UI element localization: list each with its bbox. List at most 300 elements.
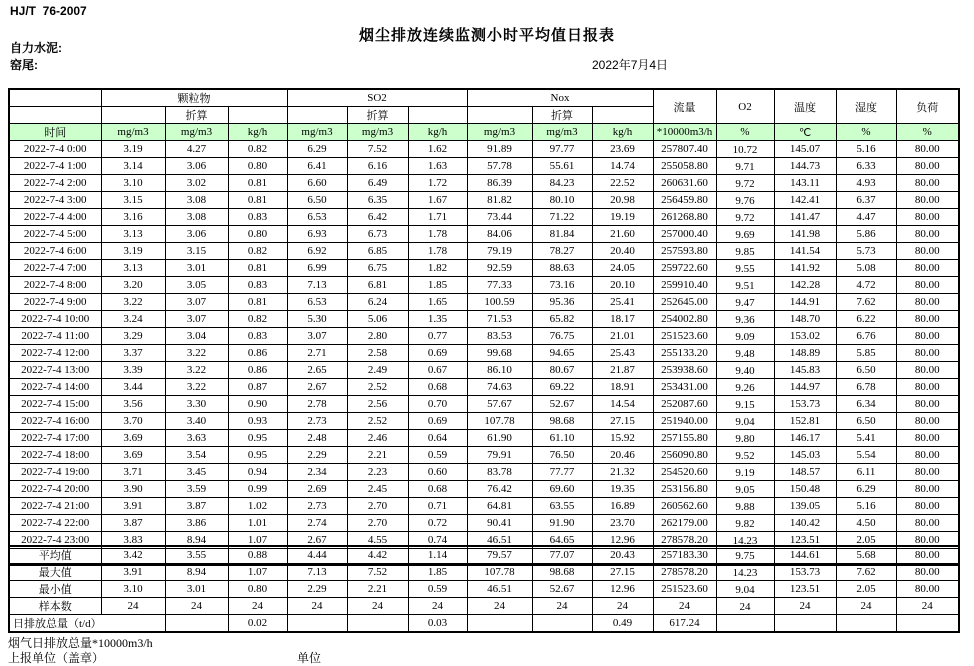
table-cell: 2022-7-4 16:00 bbox=[9, 413, 101, 430]
header-row-groups bbox=[9, 89, 959, 107]
table-cell: 80.00 bbox=[896, 481, 959, 498]
table-cell: 3.37 bbox=[101, 345, 165, 362]
table-cell: 2022-7-4 11:00 bbox=[9, 328, 101, 345]
header-empty bbox=[9, 107, 101, 124]
table-cell: 8.94 bbox=[165, 564, 228, 581]
table-cell: 最大值 bbox=[9, 564, 101, 581]
table-cell: 14.54 bbox=[592, 396, 653, 413]
table-row bbox=[9, 413, 959, 430]
table-cell: 3.91 bbox=[101, 564, 165, 581]
table-cell: 86.10 bbox=[467, 362, 532, 379]
table-cell: 107.78 bbox=[467, 413, 532, 430]
table-cell: 2.52 bbox=[347, 379, 408, 396]
table-cell: 73.44 bbox=[467, 209, 532, 226]
table-cell: 79.19 bbox=[467, 243, 532, 260]
table-cell: 0.83 bbox=[228, 209, 287, 226]
table-row bbox=[9, 328, 959, 345]
table-cell: 0.83 bbox=[228, 277, 287, 294]
table-cell: 81.82 bbox=[467, 192, 532, 209]
table-cell: 9.69 bbox=[716, 226, 774, 243]
table-cell: 144.73 bbox=[774, 158, 836, 175]
table-row bbox=[9, 311, 959, 328]
table-cell: 3.19 bbox=[101, 141, 165, 158]
table-cell: 1.85 bbox=[408, 277, 467, 294]
table-cell: 4.42 bbox=[347, 546, 408, 564]
table-cell: 平均值 bbox=[9, 546, 101, 564]
table-cell: 6.50 bbox=[287, 192, 347, 209]
table-cell: 0.69 bbox=[408, 345, 467, 362]
table-cell: 3.20 bbox=[101, 277, 165, 294]
table-cell: 0.90 bbox=[228, 396, 287, 413]
table-cell: 80.00 bbox=[896, 243, 959, 260]
table-cell: 2022-7-4 6:00 bbox=[9, 243, 101, 260]
table-cell: 3.22 bbox=[165, 345, 228, 362]
table-cell: 1.07 bbox=[228, 564, 287, 581]
table-cell: 3.08 bbox=[165, 192, 228, 209]
table-cell: 9.76 bbox=[716, 192, 774, 209]
header-so2-converted: 折算 bbox=[347, 107, 408, 124]
table-cell: 6.53 bbox=[287, 209, 347, 226]
table-cell bbox=[716, 615, 774, 633]
header-pm: 颗粒物 bbox=[101, 89, 287, 107]
table-cell: 6.99 bbox=[287, 260, 347, 277]
table-cell: 254520.60 bbox=[653, 464, 716, 481]
table-cell: 3.19 bbox=[101, 243, 165, 260]
table-cell: 98.68 bbox=[532, 564, 592, 581]
header-temperature: 温度 bbox=[774, 89, 836, 124]
table-cell: 24 bbox=[774, 598, 836, 615]
table-cell: 1.78 bbox=[408, 243, 467, 260]
table-cell: 6.34 bbox=[836, 396, 896, 413]
table-cell: 71.22 bbox=[532, 209, 592, 226]
table-row bbox=[9, 192, 959, 209]
table-cell: 65.82 bbox=[532, 311, 592, 328]
table-cell: 80.00 bbox=[896, 294, 959, 311]
table-cell: 3.63 bbox=[165, 430, 228, 447]
table-cell: 0.59 bbox=[408, 581, 467, 598]
unit-label: 单位 bbox=[297, 651, 322, 665]
table-cell: 3.02 bbox=[165, 175, 228, 192]
table-cell: 12.96 bbox=[592, 532, 653, 549]
table-cell: 252087.60 bbox=[653, 396, 716, 413]
table-row bbox=[9, 481, 959, 498]
table-cell: 3.91 bbox=[101, 498, 165, 515]
table-cell: 153.73 bbox=[774, 396, 836, 413]
table-cell: 256459.80 bbox=[653, 192, 716, 209]
table-cell: 80.00 bbox=[896, 581, 959, 598]
table-cell: 80.00 bbox=[896, 564, 959, 581]
table-cell: 100.59 bbox=[467, 294, 532, 311]
table-row bbox=[9, 175, 959, 192]
table-cell: 3.04 bbox=[165, 328, 228, 345]
table-cell: 80.00 bbox=[896, 532, 959, 549]
table-cell: 9.85 bbox=[716, 243, 774, 260]
table-cell: 2.78 bbox=[287, 396, 347, 413]
table-cell: 3.10 bbox=[101, 581, 165, 598]
table-row bbox=[9, 362, 959, 379]
table-cell: 278578.20 bbox=[653, 532, 716, 549]
table-cell: 1.72 bbox=[408, 175, 467, 192]
table-row bbox=[9, 226, 959, 243]
table-cell: 5.68 bbox=[836, 546, 896, 564]
table-cell: 80.00 bbox=[896, 175, 959, 192]
unit-pm-mgm3: mg/m3 bbox=[101, 124, 165, 141]
report-unit-label: 上报单位（盖章） bbox=[8, 651, 105, 665]
table-cell: 80.00 bbox=[896, 515, 959, 532]
table-cell: 55.61 bbox=[532, 158, 592, 175]
table-cell: 2022-7-4 19:00 bbox=[9, 464, 101, 481]
table-cell: 14.23 bbox=[716, 532, 774, 549]
header-empty bbox=[101, 107, 165, 124]
table-cell: 80.10 bbox=[532, 192, 592, 209]
table-cell: 2.48 bbox=[287, 430, 347, 447]
table-cell: 97.77 bbox=[532, 141, 592, 158]
table-cell: 77.33 bbox=[467, 277, 532, 294]
table-row bbox=[9, 396, 959, 413]
table-cell: 83.78 bbox=[467, 464, 532, 481]
summary-row bbox=[9, 598, 959, 615]
table-cell: 69.22 bbox=[532, 379, 592, 396]
table-cell: 0.82 bbox=[228, 243, 287, 260]
table-cell: 9.72 bbox=[716, 209, 774, 226]
table-cell: 91.90 bbox=[532, 515, 592, 532]
header-nox-converted: 折算 bbox=[532, 107, 592, 124]
table-cell: 20.43 bbox=[592, 546, 653, 564]
table-cell: 86.39 bbox=[467, 175, 532, 192]
table-cell: 6.76 bbox=[836, 328, 896, 345]
header-pm-converted: 折算 bbox=[165, 107, 228, 124]
table-cell: 2022-7-4 9:00 bbox=[9, 294, 101, 311]
table-cell: 0.80 bbox=[228, 226, 287, 243]
daily-total-row bbox=[9, 615, 959, 633]
table-cell: 80.00 bbox=[896, 498, 959, 515]
table-cell: 20.46 bbox=[592, 447, 653, 464]
table-cell: 24 bbox=[653, 598, 716, 615]
unit-o2: % bbox=[716, 124, 774, 141]
table-cell: 9.09 bbox=[716, 328, 774, 345]
table-cell: 144.61 bbox=[774, 546, 836, 564]
table-cell: 6.75 bbox=[347, 260, 408, 277]
table-cell: 24 bbox=[592, 598, 653, 615]
table-cell: 5.73 bbox=[836, 243, 896, 260]
table-cell: 617.24 bbox=[653, 615, 716, 633]
header-empty bbox=[467, 107, 532, 124]
table-cell: 1.71 bbox=[408, 209, 467, 226]
table-cell: 7.62 bbox=[836, 564, 896, 581]
table-cell: 2.05 bbox=[836, 581, 896, 598]
table-cell: 6.29 bbox=[287, 141, 347, 158]
table-cell: 5.16 bbox=[836, 141, 896, 158]
table-cell: 9.04 bbox=[716, 581, 774, 598]
table-cell: 0.88 bbox=[228, 546, 287, 564]
table-cell: 3.40 bbox=[165, 413, 228, 430]
table-cell: 140.42 bbox=[774, 515, 836, 532]
table-cell: 5.08 bbox=[836, 260, 896, 277]
table-cell: 52.67 bbox=[532, 581, 592, 598]
unit-humidity: % bbox=[836, 124, 896, 141]
table-cell: 6.29 bbox=[836, 481, 896, 498]
unit-temperature: ℃ bbox=[774, 124, 836, 141]
table-cell: 4.27 bbox=[165, 141, 228, 158]
table-cell: 9.51 bbox=[716, 277, 774, 294]
table-cell: 20.40 bbox=[592, 243, 653, 260]
table-cell: 9.82 bbox=[716, 515, 774, 532]
table-cell: 6.78 bbox=[836, 379, 896, 396]
table-cell: 73.16 bbox=[532, 277, 592, 294]
table-cell: 0.69 bbox=[408, 413, 467, 430]
table-cell: 2.21 bbox=[347, 581, 408, 598]
table-cell: 6.41 bbox=[287, 158, 347, 175]
table-cell: 18.17 bbox=[592, 311, 653, 328]
table-cell: 5.30 bbox=[287, 311, 347, 328]
table-cell: 99.68 bbox=[467, 345, 532, 362]
table-cell: 3.14 bbox=[101, 158, 165, 175]
table-cell: 64.65 bbox=[532, 532, 592, 549]
table-cell: 80.00 bbox=[896, 158, 959, 175]
table-cell: 3.10 bbox=[101, 175, 165, 192]
table-cell: 153.73 bbox=[774, 564, 836, 581]
table-cell: 最小值 bbox=[9, 581, 101, 598]
table-cell: 94.65 bbox=[532, 345, 592, 362]
table-cell: 69.60 bbox=[532, 481, 592, 498]
header-so2: SO2 bbox=[287, 89, 467, 107]
table-cell: 24 bbox=[467, 598, 532, 615]
table-cell: 46.51 bbox=[467, 532, 532, 549]
table-cell: 80.00 bbox=[896, 430, 959, 447]
company-label: 自力水泥: bbox=[10, 41, 62, 55]
table-cell: 3.16 bbox=[101, 209, 165, 226]
table-cell: 7.13 bbox=[287, 564, 347, 581]
table-cell: 9.26 bbox=[716, 379, 774, 396]
table-cell: 257155.80 bbox=[653, 430, 716, 447]
table-cell: 143.11 bbox=[774, 175, 836, 192]
table-cell: 2022-7-4 8:00 bbox=[9, 277, 101, 294]
table-cell: 7.13 bbox=[287, 277, 347, 294]
table-cell: 3.01 bbox=[165, 260, 228, 277]
table-row bbox=[9, 498, 959, 515]
table-cell: 0.68 bbox=[408, 481, 467, 498]
table-cell bbox=[532, 615, 592, 633]
table-cell: 9.40 bbox=[716, 362, 774, 379]
table-cell: 3.39 bbox=[101, 362, 165, 379]
table-cell: 253431.00 bbox=[653, 379, 716, 396]
table-cell: 6.93 bbox=[287, 226, 347, 243]
table-cell: 2.80 bbox=[347, 328, 408, 345]
table-cell: 3.06 bbox=[165, 158, 228, 175]
table-cell: 262179.00 bbox=[653, 515, 716, 532]
table-cell: 92.59 bbox=[467, 260, 532, 277]
header-o2: O2 bbox=[716, 89, 774, 124]
header-empty bbox=[9, 89, 101, 107]
table-cell: 145.83 bbox=[774, 362, 836, 379]
table-cell: 6.85 bbox=[347, 243, 408, 260]
table-cell: 3.22 bbox=[165, 362, 228, 379]
table-cell: 2.23 bbox=[347, 464, 408, 481]
page-title: 烟尘排放连续监测小时平均值日报表 bbox=[358, 27, 615, 44]
table-cell: 1.82 bbox=[408, 260, 467, 277]
table-cell: 6.11 bbox=[836, 464, 896, 481]
summary-row bbox=[9, 546, 959, 564]
table-cell: 3.24 bbox=[101, 311, 165, 328]
header-nox: Nox bbox=[467, 89, 653, 107]
unit-nox-kgh: kg/h bbox=[592, 124, 653, 141]
table-cell: 5.06 bbox=[347, 311, 408, 328]
table-cell: 0.59 bbox=[408, 447, 467, 464]
table-cell: 2022-7-4 3:00 bbox=[9, 192, 101, 209]
table-cell: 0.94 bbox=[228, 464, 287, 481]
summary-table bbox=[8, 545, 960, 633]
table-cell: 0.68 bbox=[408, 379, 467, 396]
table-cell: 144.97 bbox=[774, 379, 836, 396]
unit-pm-converted-mgm3: mg/m3 bbox=[165, 124, 228, 141]
table-cell: 95.36 bbox=[532, 294, 592, 311]
table-cell: 255058.80 bbox=[653, 158, 716, 175]
table-cell: 3.70 bbox=[101, 413, 165, 430]
table-cell: 24 bbox=[896, 598, 959, 615]
table-cell: 23.70 bbox=[592, 515, 653, 532]
table-cell: 2.71 bbox=[287, 345, 347, 362]
table-cell: 253938.60 bbox=[653, 362, 716, 379]
table-cell: 6.16 bbox=[347, 158, 408, 175]
table-cell: 6.50 bbox=[836, 413, 896, 430]
table-cell: 24 bbox=[836, 598, 896, 615]
table-cell: 77.77 bbox=[532, 464, 592, 481]
table-cell: 142.28 bbox=[774, 277, 836, 294]
table-cell: 6.33 bbox=[836, 158, 896, 175]
table-cell bbox=[347, 615, 408, 633]
table-cell: 3.08 bbox=[165, 209, 228, 226]
table-cell: 3.83 bbox=[101, 532, 165, 549]
table-cell: 6.50 bbox=[836, 362, 896, 379]
table-cell: 23.69 bbox=[592, 141, 653, 158]
table-cell: 0.81 bbox=[228, 260, 287, 277]
table-cell: 2022-7-4 17:00 bbox=[9, 430, 101, 447]
table-cell: 0.80 bbox=[228, 158, 287, 175]
table-cell: 3.15 bbox=[101, 192, 165, 209]
table-cell: 25.41 bbox=[592, 294, 653, 311]
table-cell: 0.83 bbox=[228, 328, 287, 345]
data-rows bbox=[9, 141, 959, 566]
table-cell: 21.87 bbox=[592, 362, 653, 379]
table-cell: 257807.40 bbox=[653, 141, 716, 158]
table-cell: 0.77 bbox=[408, 328, 467, 345]
table-cell: 77.07 bbox=[532, 546, 592, 564]
header-empty bbox=[592, 107, 653, 124]
table-cell: 2.45 bbox=[347, 481, 408, 498]
table-cell: 24.05 bbox=[592, 260, 653, 277]
table-cell: 253156.80 bbox=[653, 481, 716, 498]
table-cell: 3.07 bbox=[165, 311, 228, 328]
table-cell: 74.63 bbox=[467, 379, 532, 396]
table-cell: 3.45 bbox=[165, 464, 228, 481]
table-cell: 3.06 bbox=[165, 226, 228, 243]
table-cell: 2.65 bbox=[287, 362, 347, 379]
table-cell: 5.85 bbox=[836, 345, 896, 362]
table-cell bbox=[287, 615, 347, 633]
table-cell bbox=[896, 615, 959, 633]
table-cell: 0.60 bbox=[408, 464, 467, 481]
table-cell: 14.74 bbox=[592, 158, 653, 175]
table-cell: 9.04 bbox=[716, 413, 774, 430]
table-cell: 6.81 bbox=[347, 277, 408, 294]
table-cell: 2.70 bbox=[347, 515, 408, 532]
table-cell: 3.30 bbox=[165, 396, 228, 413]
table-cell: 4.47 bbox=[836, 209, 896, 226]
table-cell: 1.78 bbox=[408, 226, 467, 243]
table-cell: 278578.20 bbox=[653, 564, 716, 581]
table-cell: 123.51 bbox=[774, 581, 836, 598]
table-cell: 19.19 bbox=[592, 209, 653, 226]
table-cell: 2022-7-4 23:00 bbox=[9, 532, 101, 549]
table-cell: 22.52 bbox=[592, 175, 653, 192]
table-cell: 2.69 bbox=[287, 481, 347, 498]
table-cell: 1.62 bbox=[408, 141, 467, 158]
table-cell: 9.05 bbox=[716, 481, 774, 498]
table-cell: 255133.20 bbox=[653, 345, 716, 362]
table-cell: 257593.80 bbox=[653, 243, 716, 260]
table-cell: 80.00 bbox=[896, 311, 959, 328]
unit-so2-converted-mgm3: mg/m3 bbox=[347, 124, 408, 141]
gas-total-note: 烟气日排放总量*10000m3/h bbox=[8, 636, 153, 650]
table-cell: 3.87 bbox=[165, 498, 228, 515]
header-flow: 流量 bbox=[653, 89, 716, 124]
table-cell: 4.55 bbox=[347, 532, 408, 549]
table-cell: 6.22 bbox=[836, 311, 896, 328]
table-cell: 98.68 bbox=[532, 413, 592, 430]
table-cell: 84.23 bbox=[532, 175, 592, 192]
table-cell: 3.07 bbox=[287, 328, 347, 345]
table-cell: 2022-7-4 5:00 bbox=[9, 226, 101, 243]
table-cell: 76.42 bbox=[467, 481, 532, 498]
table-cell: 3.15 bbox=[165, 243, 228, 260]
table-cell: 71.53 bbox=[467, 311, 532, 328]
table-cell: 7.52 bbox=[347, 141, 408, 158]
table-cell: 141.98 bbox=[774, 226, 836, 243]
table-cell: 0.82 bbox=[228, 311, 287, 328]
table-cell: 251940.00 bbox=[653, 413, 716, 430]
table-cell: 9.80 bbox=[716, 430, 774, 447]
table-cell: 2022-7-4 21:00 bbox=[9, 498, 101, 515]
table-cell bbox=[774, 615, 836, 633]
table-cell: 2022-7-4 7:00 bbox=[9, 260, 101, 277]
unit-nox-mgm3: mg/m3 bbox=[467, 124, 532, 141]
table-cell: 254002.80 bbox=[653, 311, 716, 328]
table-cell: 76.75 bbox=[532, 328, 592, 345]
table-cell: 8.94 bbox=[165, 532, 228, 549]
table-cell: 1.67 bbox=[408, 192, 467, 209]
table-cell: 20.10 bbox=[592, 277, 653, 294]
table-cell: 样本数 bbox=[9, 598, 101, 615]
monitoring-table bbox=[8, 88, 960, 566]
table-cell: 80.00 bbox=[896, 447, 959, 464]
table-cell: 0.72 bbox=[408, 515, 467, 532]
table-cell: 5.41 bbox=[836, 430, 896, 447]
table-cell: 2022-7-4 22:00 bbox=[9, 515, 101, 532]
table-cell: 0.81 bbox=[228, 175, 287, 192]
table-cell: 2.29 bbox=[287, 581, 347, 598]
table-cell: 2.73 bbox=[287, 413, 347, 430]
table-cell: 2022-7-4 18:00 bbox=[9, 447, 101, 464]
table-cell: 5.86 bbox=[836, 226, 896, 243]
table-cell: 3.59 bbox=[165, 481, 228, 498]
table-cell: 252645.00 bbox=[653, 294, 716, 311]
header-time: 时间 bbox=[9, 124, 101, 141]
table-cell: 148.70 bbox=[774, 311, 836, 328]
table-cell: 2022-7-4 15:00 bbox=[9, 396, 101, 413]
table-cell: 2022-7-4 14:00 bbox=[9, 379, 101, 396]
table-cell: 2022-7-4 12:00 bbox=[9, 345, 101, 362]
table-cell: 80.00 bbox=[896, 396, 959, 413]
